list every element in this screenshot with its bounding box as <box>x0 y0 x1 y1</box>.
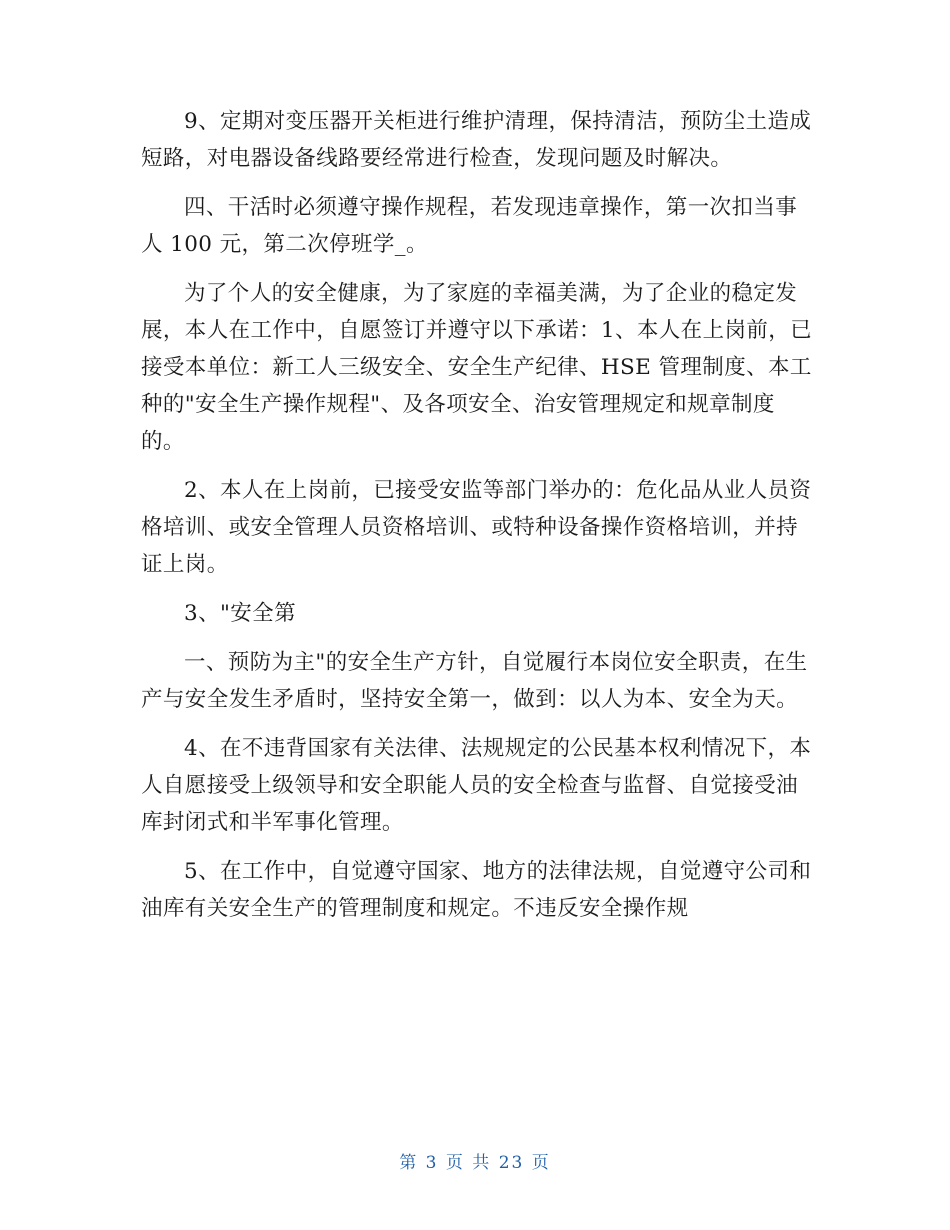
paragraph: 4、在不违背国家有关法律、法规规定的公民基本权利情况下，本人自愿接受上级领导和安全职能人员的安全检查与监督、自觉接受油库封闭式和半军事化管理。 <box>141 736 812 835</box>
paragraph: 9、定期对变压器开关柜进行维护清理，保持清洁，预防尘土造成短路，对电器设备线路要经常进行检查，发现问题及时解决。 <box>141 109 812 171</box>
paragraph: 5、在工作中，自觉遵守国家、地方的法律法规，自觉遵守公司和油库有关安全生产的管理制度和规定。不违反安全操作规 <box>141 859 812 921</box>
paragraph: 2、本人在上岗前，已接受安监等部门举办的：危化品从业人员资格培训、或安全管理人员资格培训、或特种设备操作资格培训，并持证上岗。 <box>141 478 812 577</box>
paragraph: 四、干活时必须遵守操作规程，若发现违章操作，第一次扣当事人 100 元，第二次停班学_。 <box>141 195 798 257</box>
paragraph: 为了个人的安全健康，为了家庭的幸福美满，为了企业的稳定发展，本人在工作中，自愿签订并遵守以下承诺：1、本人在上岗前，已接受本单位：新工人三级安全、安全生产纪律、HSE 管理制度、本工种的"安全生产操作规程"、及各项安全、治安管理规定和规章制度的。 <box>141 281 813 454</box>
paragraph: 3、"安全第 <box>184 601 296 626</box>
document-body <box>141 103 813 939</box>
page-number-footer: 第 3 页 共 23 页 <box>399 1153 551 1173</box>
paragraph: 一、预防为主"的安全生产方针，自觉履行本岗位安全职责，在生产与安全发生矛盾时，坚持安全第一，做到：以人为本、安全为天。 <box>141 650 808 712</box>
